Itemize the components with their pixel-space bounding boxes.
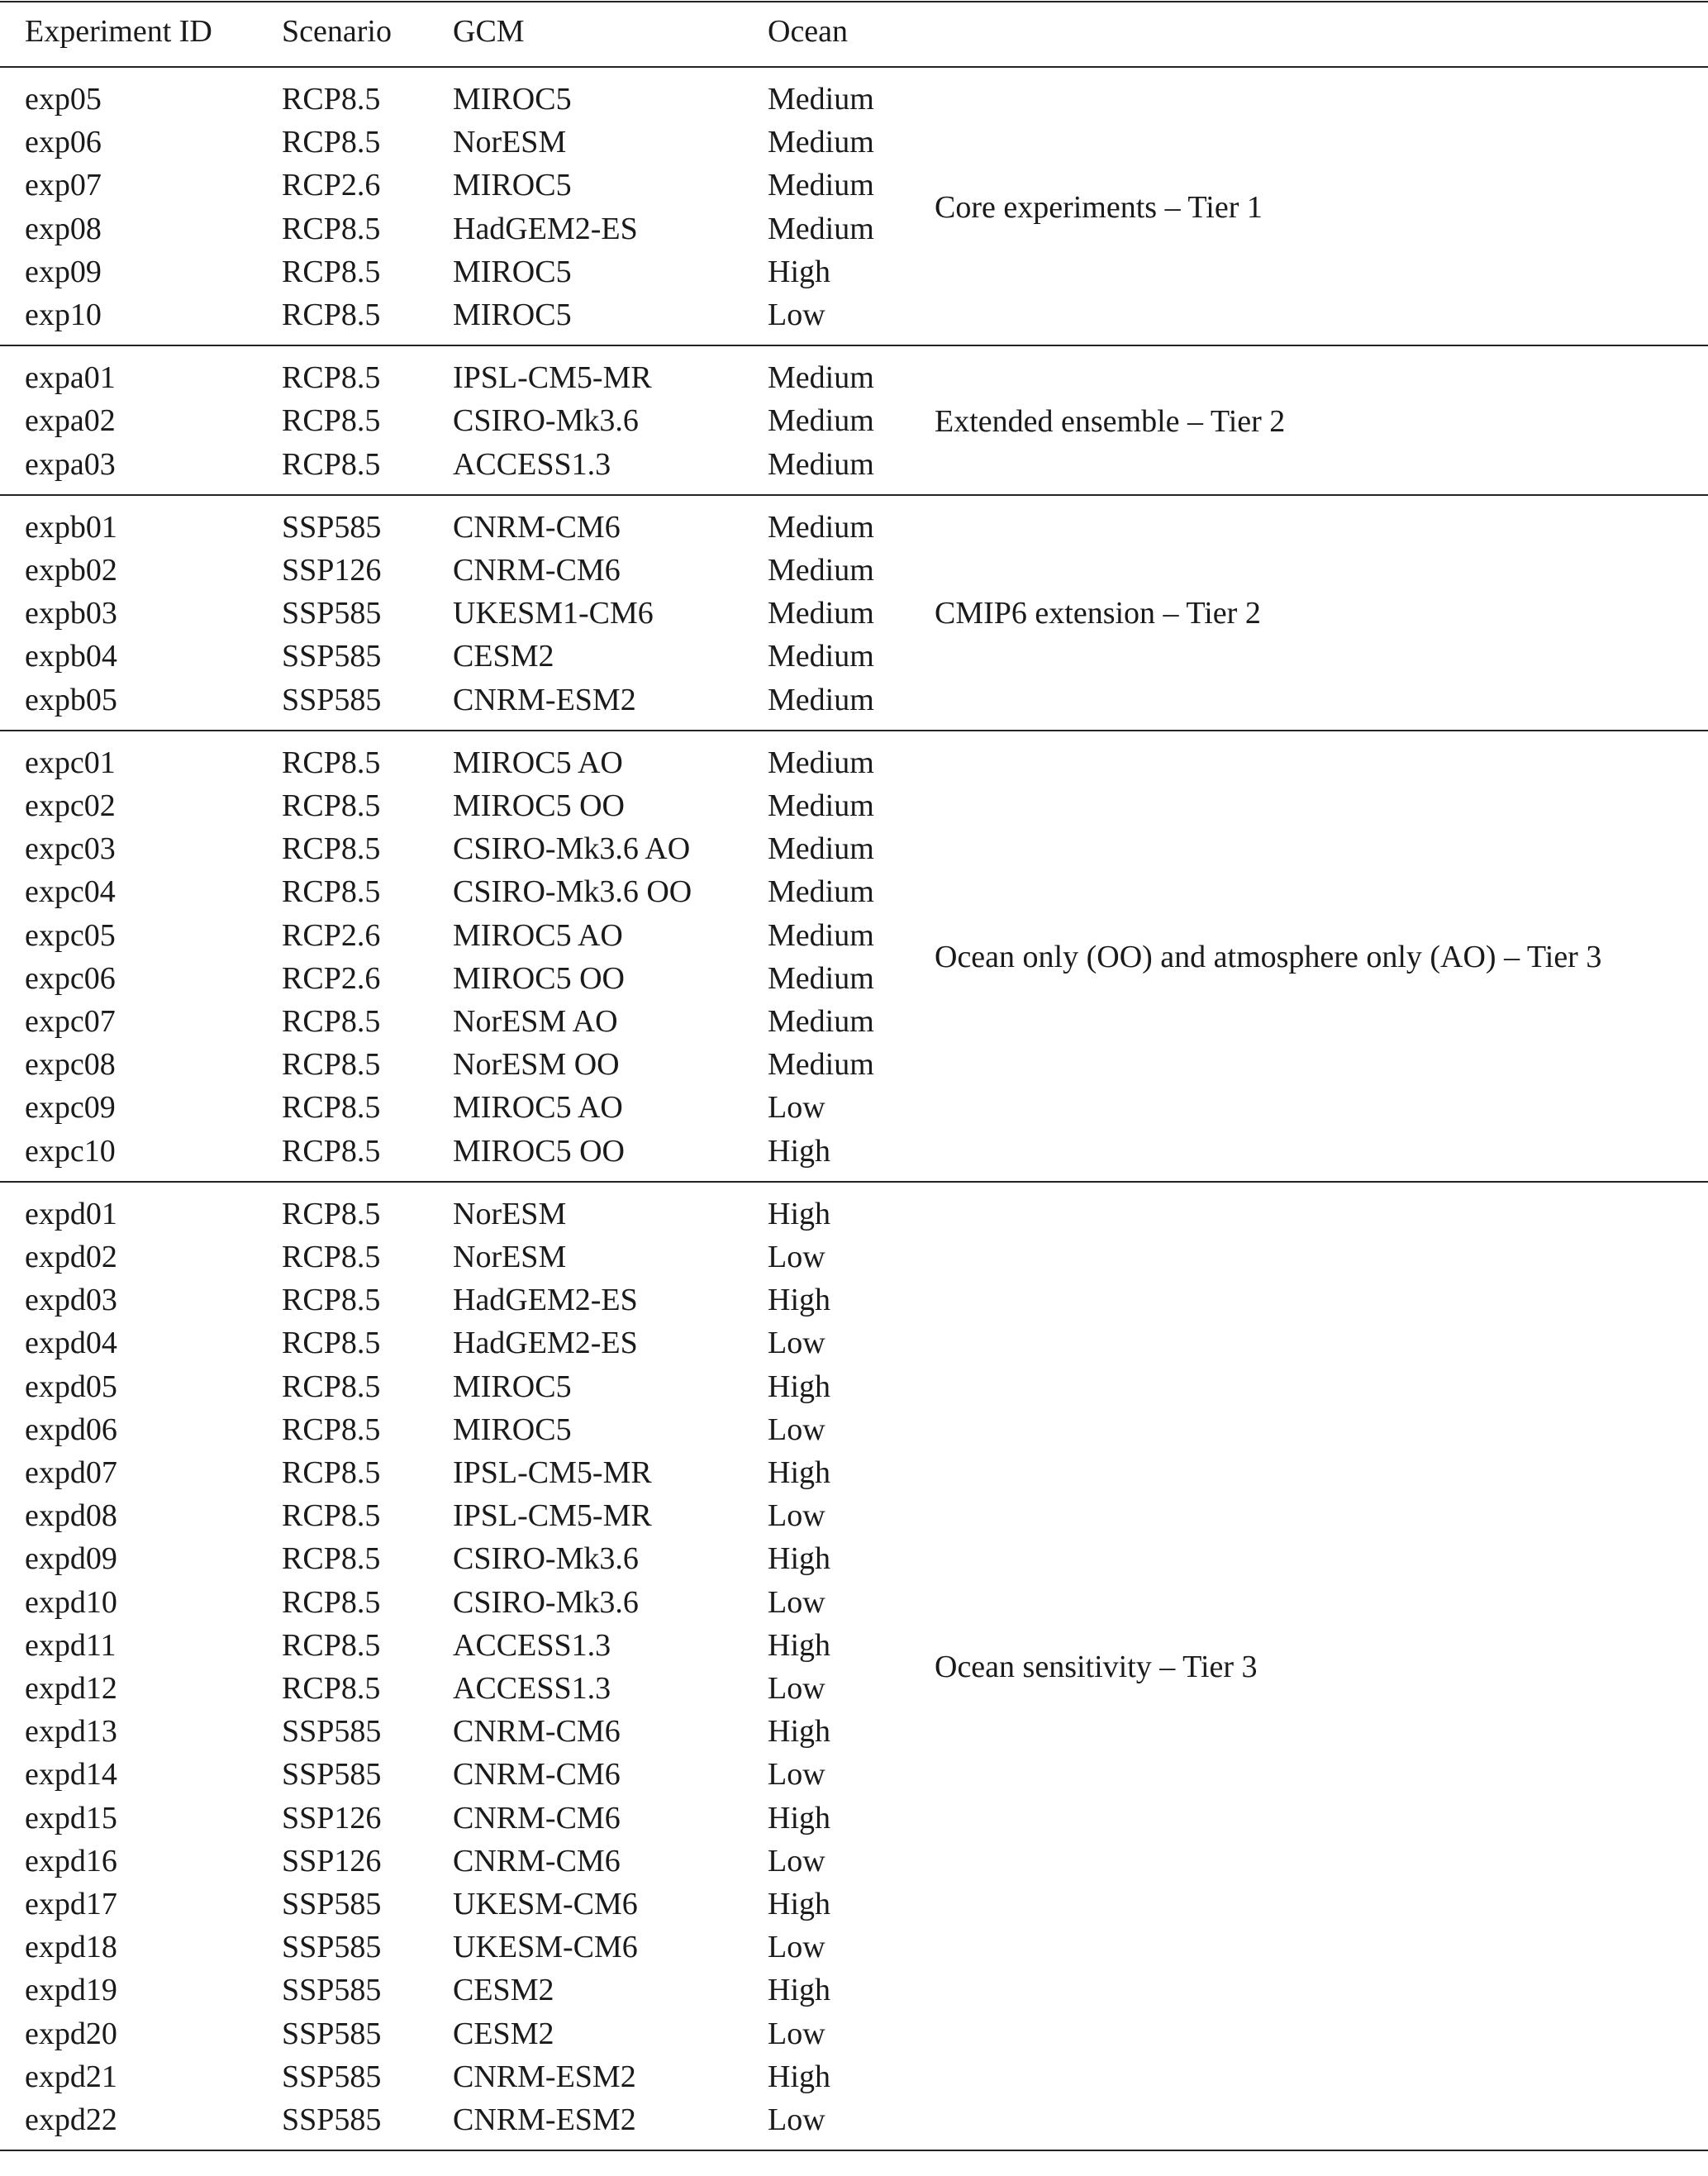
group-label: Extended ensemble – Tier 2: [935, 403, 1286, 439]
cell-gcm: MIROC5 AO: [453, 917, 623, 953]
cell-experiment-id: expd17: [25, 1887, 117, 1921]
cell-gcm: IPSL-CM5-MR: [453, 1498, 652, 1534]
cell-experiment-id: expd13: [25, 1714, 117, 1750]
cell-experiment-id: expd02: [25, 1240, 117, 1274]
cell-gcm: CNRM-ESM2: [453, 2102, 636, 2137]
header-ocean: Ocean: [768, 14, 849, 49]
cell-experiment-id: expa01: [25, 360, 116, 396]
cell-ocean: Low: [768, 1090, 825, 1126]
group-label: Ocean only (OO) and atmosphere only (AO) – Tier 3: [935, 939, 1602, 974]
group-label: Core experiments – Tier 1: [935, 189, 1263, 225]
cell-scenario: RCP8.5: [282, 1498, 381, 1534]
cell-scenario: RCP8.5: [282, 831, 381, 867]
cell-scenario: RCP8.5: [282, 1671, 381, 1706]
cell-scenario: RCP8.5: [282, 1004, 381, 1039]
cell-gcm: IPSL-CM5-MR: [453, 360, 652, 396]
cell-experiment-id: exp08: [25, 211, 102, 246]
cell-ocean: Low: [768, 1843, 825, 1878]
cell-gcm: UKESM1-CM6: [453, 596, 654, 631]
cell-gcm: UKESM-CM6: [453, 1887, 638, 1921]
cell-scenario: RCP8.5: [282, 1541, 381, 1577]
cell-experiment-id: expb05: [25, 682, 117, 717]
cell-ocean: Medium: [768, 509, 874, 545]
cell-experiment-id: expd20: [25, 2016, 117, 2051]
cell-ocean: Medium: [768, 82, 874, 117]
cell-gcm: CSIRO-Mk3.6: [453, 1584, 639, 1620]
cell-experiment-id: exp09: [25, 254, 102, 289]
cell-scenario: SSP585: [282, 682, 382, 717]
cell-scenario: SSP126: [282, 553, 382, 588]
cell-gcm: ACCESS1.3: [453, 1671, 611, 1706]
cell-experiment-id: expc07: [25, 1004, 116, 1039]
cell-scenario: RCP8.5: [282, 1369, 381, 1404]
cell-gcm: ACCESS1.3: [453, 446, 611, 482]
cell-gcm: CSIRO-Mk3.6 OO: [453, 874, 692, 910]
cell-experiment-id: expd06: [25, 1412, 117, 1447]
cell-experiment-id: expc08: [25, 1047, 116, 1083]
cell-experiment-id: expc06: [25, 960, 116, 996]
cell-scenario: RCP8.5: [282, 1627, 381, 1663]
cell-scenario: SSP126: [282, 1843, 382, 1878]
bottom-rule: [0, 2150, 1708, 2151]
cell-scenario: RCP8.5: [282, 211, 381, 246]
cell-ocean: High: [768, 1133, 830, 1169]
cell-gcm: NorESM: [453, 1240, 567, 1274]
cell-scenario: RCP2.6: [282, 168, 381, 203]
cell-experiment-id: expd01: [25, 1196, 117, 1231]
cell-experiment-id: expd11: [25, 1627, 117, 1663]
cell-scenario: RCP8.5: [282, 745, 381, 780]
cell-scenario: RCP8.5: [282, 788, 381, 823]
cell-ocean: Medium: [768, 403, 874, 439]
cell-scenario: RCP8.5: [282, 125, 381, 160]
cell-gcm: MIROC5 AO: [453, 745, 623, 780]
cell-gcm: ACCESS1.3: [453, 1627, 611, 1663]
cell-scenario: RCP8.5: [282, 1133, 381, 1169]
cell-ocean: Medium: [768, 125, 874, 160]
cell-ocean: Low: [768, 1498, 825, 1534]
cell-scenario: RCP8.5: [282, 82, 381, 117]
cell-experiment-id: expc10: [25, 1133, 116, 1169]
cell-gcm: CESM2: [453, 1973, 554, 2008]
cell-gcm: MIROC5: [453, 298, 572, 332]
cell-gcm: HadGEM2-ES: [453, 211, 638, 246]
cell-experiment-id: expb01: [25, 509, 117, 545]
cell-experiment-id: expd16: [25, 1843, 117, 1878]
cell-gcm: CNRM-CM6: [453, 553, 621, 588]
cell-ocean: High: [768, 1283, 830, 1318]
cell-ocean: High: [768, 1800, 830, 1836]
cell-ocean: Low: [768, 298, 825, 332]
header-gcm: GCM: [453, 14, 525, 49]
cell-ocean: High: [768, 1887, 830, 1921]
cell-ocean: Low: [768, 2102, 825, 2137]
cell-experiment-id: expa03: [25, 446, 116, 482]
cell-gcm: NorESM AO: [453, 1004, 618, 1039]
cell-scenario: SSP585: [282, 2059, 382, 2094]
cell-gcm: MIROC5 AO: [453, 1090, 623, 1126]
top-rule: [0, 1, 1708, 2]
cell-experiment-id: expc02: [25, 788, 116, 823]
cell-ocean: Medium: [768, 446, 874, 482]
cell-gcm: CSIRO-Mk3.6: [453, 1541, 639, 1577]
cell-scenario: SSP585: [282, 1887, 382, 1921]
cell-ocean: Medium: [768, 682, 874, 717]
cell-scenario: RCP8.5: [282, 1412, 381, 1447]
group-separator-rule: [0, 730, 1708, 731]
cell-gcm: CNRM-CM6: [453, 1757, 621, 1793]
header-rule: [0, 66, 1708, 68]
cell-experiment-id: expd03: [25, 1283, 117, 1318]
cell-ocean: Medium: [768, 360, 874, 396]
cell-gcm: NorESM: [453, 1196, 567, 1231]
cell-scenario: RCP8.5: [282, 1283, 381, 1318]
cell-ocean: Low: [768, 1240, 825, 1274]
cell-gcm: MIROC5: [453, 1412, 572, 1447]
cell-ocean: High: [768, 1455, 830, 1490]
cell-gcm: NorESM OO: [453, 1047, 620, 1083]
cell-experiment-id: exp10: [25, 298, 102, 332]
cell-scenario: SSP585: [282, 2102, 382, 2137]
cell-gcm: HadGEM2-ES: [453, 1283, 638, 1318]
cell-ocean: Medium: [768, 745, 874, 780]
cell-experiment-id: expc01: [25, 745, 116, 780]
cell-scenario: RCP8.5: [282, 1047, 381, 1083]
cell-ocean: Medium: [768, 917, 874, 953]
cell-scenario: RCP8.5: [282, 298, 381, 332]
cell-ocean: Medium: [768, 639, 874, 674]
cell-ocean: Medium: [768, 168, 874, 203]
header-scenario: Scenario: [282, 14, 392, 49]
group-label: Ocean sensitivity – Tier 3: [935, 1650, 1258, 1684]
cell-scenario: RCP8.5: [282, 1326, 381, 1361]
cell-ocean: High: [768, 1541, 830, 1577]
cell-experiment-id: expa02: [25, 403, 116, 439]
cell-gcm: CESM2: [453, 639, 554, 674]
cell-gcm: IPSL-CM5-MR: [453, 1455, 652, 1490]
cell-ocean: Medium: [768, 553, 874, 588]
cell-gcm: CESM2: [453, 2016, 554, 2051]
cell-scenario: SSP585: [282, 1714, 382, 1750]
cell-scenario: SSP585: [282, 1973, 382, 2008]
cell-ocean: High: [768, 1369, 830, 1404]
cell-scenario: SSP585: [282, 2016, 382, 2051]
cell-gcm: CSIRO-Mk3.6 AO: [453, 831, 691, 867]
cell-scenario: SSP585: [282, 639, 382, 674]
cell-scenario: RCP8.5: [282, 1584, 381, 1620]
cell-ocean: Low: [768, 1584, 825, 1620]
cell-ocean: High: [768, 1714, 830, 1750]
cell-experiment-id: expd22: [25, 2102, 117, 2137]
cell-scenario: RCP8.5: [282, 446, 381, 482]
cell-scenario: SSP585: [282, 1930, 382, 1965]
cell-gcm: NorESM: [453, 125, 567, 160]
cell-experiment-id: expd10: [25, 1584, 117, 1620]
cell-experiment-id: expd21: [25, 2059, 117, 2094]
cell-experiment-id: expb02: [25, 553, 117, 588]
cell-experiment-id: expc03: [25, 831, 116, 867]
cell-experiment-id: expd08: [25, 1498, 117, 1534]
group-separator-rule: [0, 345, 1708, 346]
cell-gcm: CSIRO-Mk3.6: [453, 403, 639, 439]
cell-ocean: Medium: [768, 1047, 874, 1083]
cell-scenario: RCP8.5: [282, 1090, 381, 1126]
cell-ocean: Low: [768, 1671, 825, 1706]
cell-ocean: High: [768, 254, 830, 289]
group-separator-rule: [0, 494, 1708, 496]
cell-gcm: CNRM-CM6: [453, 1843, 621, 1878]
cell-experiment-id: expd07: [25, 1455, 117, 1490]
cell-gcm: CNRM-ESM2: [453, 682, 636, 717]
cell-experiment-id: expb04: [25, 639, 117, 674]
cell-experiment-id: exp07: [25, 168, 102, 203]
cell-gcm: MIROC5 OO: [453, 788, 625, 823]
cell-gcm: CNRM-CM6: [453, 509, 621, 545]
cell-scenario: RCP8.5: [282, 874, 381, 910]
cell-gcm: MIROC5: [453, 82, 572, 117]
cell-experiment-id: expd15: [25, 1800, 117, 1836]
cell-experiment-id: expd19: [25, 1973, 117, 2008]
header-experiment-id: Experiment ID: [25, 14, 212, 49]
cell-ocean: High: [768, 1627, 830, 1663]
cell-ocean: High: [768, 1196, 830, 1231]
cell-gcm: MIROC5: [453, 254, 572, 289]
cell-experiment-id: expd04: [25, 1326, 117, 1361]
cell-scenario: SSP585: [282, 1757, 382, 1793]
cell-experiment-id: expc05: [25, 917, 116, 953]
cell-ocean: Medium: [768, 211, 874, 246]
cell-experiment-id: expd05: [25, 1369, 117, 1404]
group-label: CMIP6 extension – Tier 2: [935, 596, 1261, 631]
cell-gcm: CNRM-CM6: [453, 1714, 621, 1750]
cell-experiment-id: expd09: [25, 1541, 117, 1577]
cell-ocean: Low: [768, 2016, 825, 2051]
cell-ocean: Low: [768, 1412, 825, 1447]
cell-gcm: CNRM-CM6: [453, 1800, 621, 1836]
cell-experiment-id: expd12: [25, 1671, 117, 1706]
cell-scenario: SSP585: [282, 596, 382, 631]
cell-experiment-id: expb03: [25, 596, 117, 631]
cell-ocean: Medium: [768, 788, 874, 823]
cell-ocean: High: [768, 1973, 830, 2008]
cell-scenario: RCP8.5: [282, 254, 381, 289]
cell-gcm: CNRM-ESM2: [453, 2059, 636, 2094]
cell-scenario: RCP2.6: [282, 917, 381, 953]
cell-experiment-id: expd18: [25, 1930, 117, 1965]
cell-gcm: UKESM-CM6: [453, 1930, 638, 1965]
cell-ocean: Low: [768, 1757, 825, 1793]
cell-ocean: Medium: [768, 960, 874, 996]
cell-ocean: Medium: [768, 1004, 874, 1039]
cell-ocean: Low: [768, 1326, 825, 1361]
cell-experiment-id: expc09: [25, 1090, 116, 1126]
cell-gcm: MIROC5: [453, 168, 572, 203]
cell-scenario: RCP8.5: [282, 360, 381, 396]
cell-scenario: RCP8.5: [282, 403, 381, 439]
cell-ocean: High: [768, 2059, 830, 2094]
cell-experiment-id: exp06: [25, 125, 102, 160]
cell-experiment-id: expd14: [25, 1757, 117, 1793]
cell-gcm: MIROC5 OO: [453, 1133, 625, 1169]
cell-scenario: RCP8.5: [282, 1455, 381, 1490]
cell-scenario: RCP2.6: [282, 960, 381, 996]
group-separator-rule: [0, 1181, 1708, 1183]
cell-scenario: SSP126: [282, 1800, 382, 1836]
cell-scenario: RCP8.5: [282, 1196, 381, 1231]
cell-experiment-id: expc04: [25, 874, 116, 910]
cell-experiment-id: exp05: [25, 82, 102, 117]
cell-gcm: HadGEM2-ES: [453, 1326, 638, 1361]
cell-ocean: Medium: [768, 874, 874, 910]
cell-gcm: MIROC5 OO: [453, 960, 625, 996]
cell-gcm: MIROC5: [453, 1369, 572, 1404]
cell-ocean: Medium: [768, 831, 874, 867]
cell-scenario: SSP585: [282, 509, 382, 545]
cell-ocean: Medium: [768, 596, 874, 631]
cell-scenario: RCP8.5: [282, 1240, 381, 1274]
cell-ocean: Low: [768, 1930, 825, 1965]
